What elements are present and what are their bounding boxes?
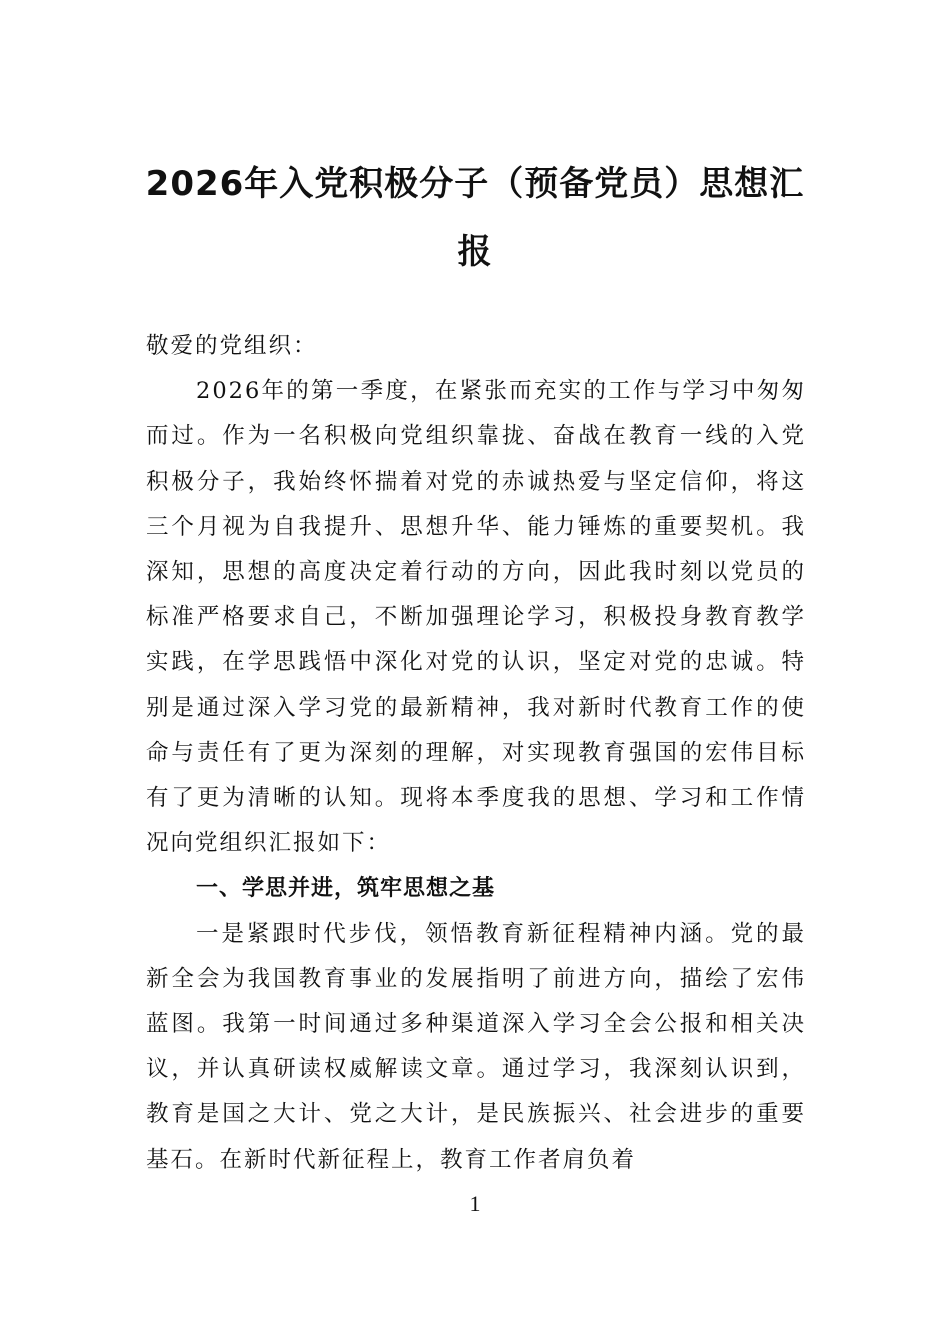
salutation: 敬爱的党组织： [146,333,318,359]
document-title: 2026年入党积极分子（预备党员）思想汇报 [145,164,805,272]
intro-paragraph: 2026年的第一季度，在紧张而充实的工作与学习中匆匆而过。作为一名积极向党组织靠拢、奋战在教育一线的入党积极分子，我始终怀揣着对党的赤诚热爱与坚定信仰，将这三个月视为自我提升、思想升华、能力锤炼的重要契机。我深知，思想的高度决定着行动的方向，因此我时刻以党员的标准严格要求自己，不断加强理论学习，积极投身教育教学实践，在学思践悟中深化对党的认识，坚定对党的忠诚。特别是通过深入学习党的最新精神，我对新时代教育工作的使命与责任有了更为深刻的理解，对实现教育强国的宏伟目标有了更为清晰的认知。现将本季度我的思想、学习和工作情况向党组织汇报如下： [146,378,806,857]
document-body [146,324,806,1183]
section-paragraph: 一是紧跟时代步伐，领悟教育新征程精神内涵。党的最新全会为我国教育事业的发展指明了前进方向，描绘了宏伟蓝图。我第一时间通过多种渠道深入学习全会公报和相关决议，并认真研读权威解读文章。通过学习，我深刻认识到，教育是国之大计、党之大计，是民族振兴、社会进步的重要基石。在新时代新征程上，教育工作者肩负着 [146,920,806,1173]
section-heading: 一、学思并进，筑牢思想之基 [196,876,496,902]
page-number: 1 [469,1191,481,1216]
